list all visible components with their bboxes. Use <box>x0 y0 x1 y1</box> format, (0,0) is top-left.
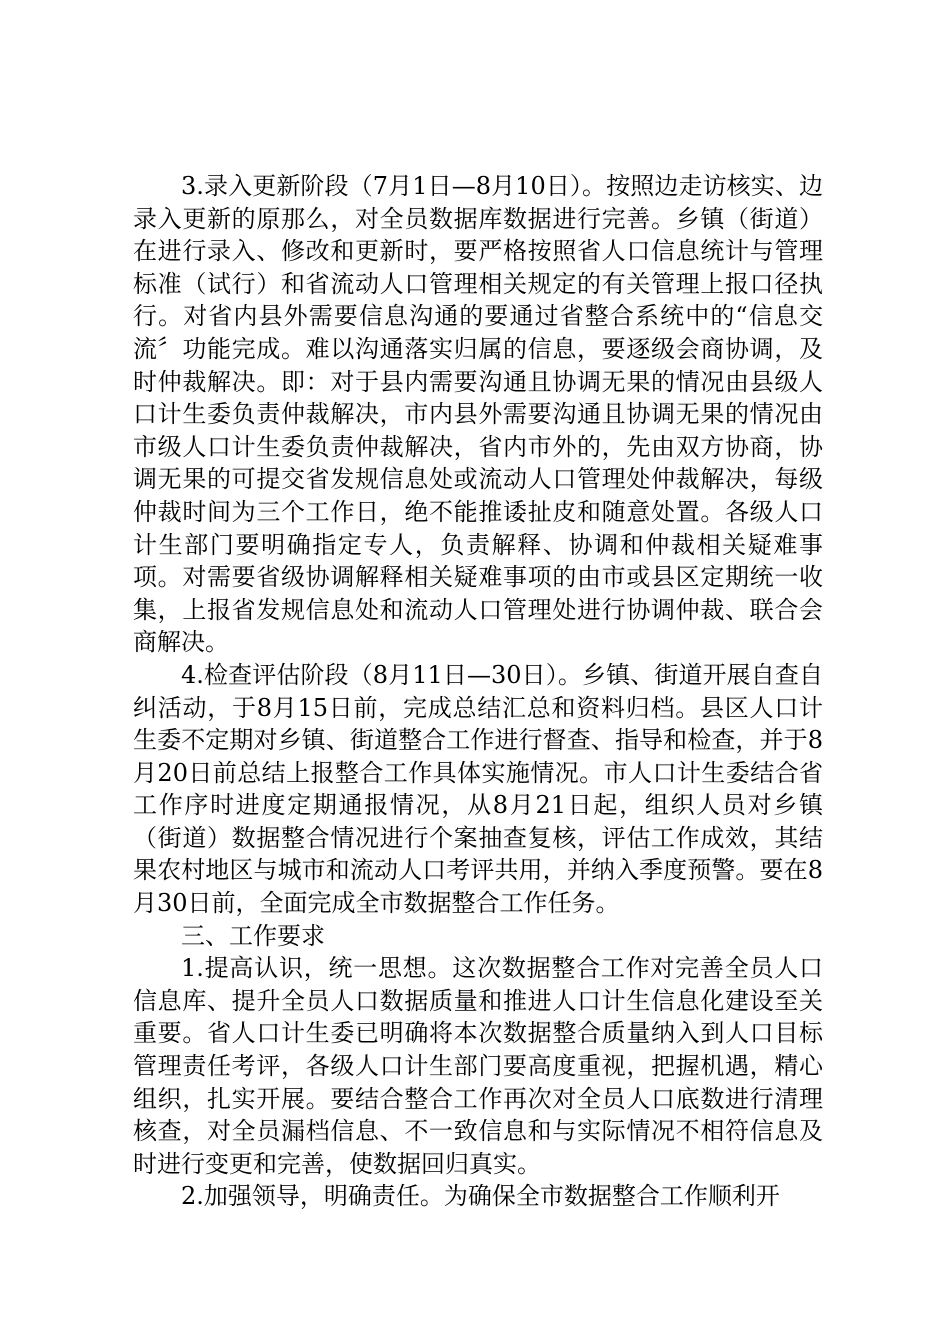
document-page <box>133 170 823 1213</box>
paragraph-requirement-1: 1.提高认识，统一思想。这次数据整合工作对完善全员人口信息库、提升全员人口数据质量和推进人口计生信息化建设至关重要。省人口计生委已明确将本次数据整合质量纳入到人口目标管理责任考评，各级人口计生部门要高度重视，把握机遇，精心组织，扎实开展。要结合整合工作再次对全员人口底数进行清理核查，对全员漏档信息、不一致信息和与实际情况不相符信息及时进行变更和完善，使数据回归真实。 <box>133 954 823 1178</box>
paragraph-requirement-2: 2.加强领导，明确责任。为确保全市数据整合工作顺利开 <box>181 1182 780 1211</box>
section-heading-work-requirements: 三、工作要求 <box>181 921 325 950</box>
paragraph-stage-3: 3.录入更新阶段（7月1日—8月10日）。按照边走访核实、边录入更新的原那么，对全员数据库数据进行完善。乡镇（街道）在进行录入、修改和更新时，要严格按照省人口信息统计与管理标准（试行）和省流动人口管理相关规定的有关管理上报口径执行。对省内县外需要信息沟通的要通过省整合系统中的“信息交流〞功能完成。难以沟通落实归属的信息，要逐级会商协调，及时仲裁解决。即：对于县内需要沟通且协调无果的情况由县级人口计生委负责仲裁解决，市内县外需要沟通且协调无果的情况由市级人口计生委负责仲裁解决，省内市外的，先由双方协商，协调无果的可提交省发规信息处或流动人口管理处仲裁解决，每级仲裁时间为三个工作日，绝不能推诿扯皮和随意处置。各级人口计生部门要明确指定专人，负责解释、协调和仲裁相关疑难事项。对需要省级协调解释相关疑难事项的由市或县区定期统一收集，上报省发规信息处和流动人口管理处进行协调仲裁、联合会商解决。 <box>133 172 823 657</box>
paragraph-stage-4: 4.检查评估阶段（8月11日—30日）。乡镇、街道开展自查自纠活动，于8月15日前，完成总结汇总和资料归档。县区人口计生委不定期对乡镇、街道整合工作进行督查、指导和检查，并于8月20日前总结上报整合工作具体实施情况。市人口计生委结合省工作序时进度定期通报情况，从8月21日起，组织人员对乡镇（街道）数据整合情况进行个案抽查复核，评估工作成效，其结果农村地区与城市和流动人口考评共用，并纳入季度预警。要在8月30日前，全面完成全市数据整合工作任务。 <box>133 660 823 918</box>
